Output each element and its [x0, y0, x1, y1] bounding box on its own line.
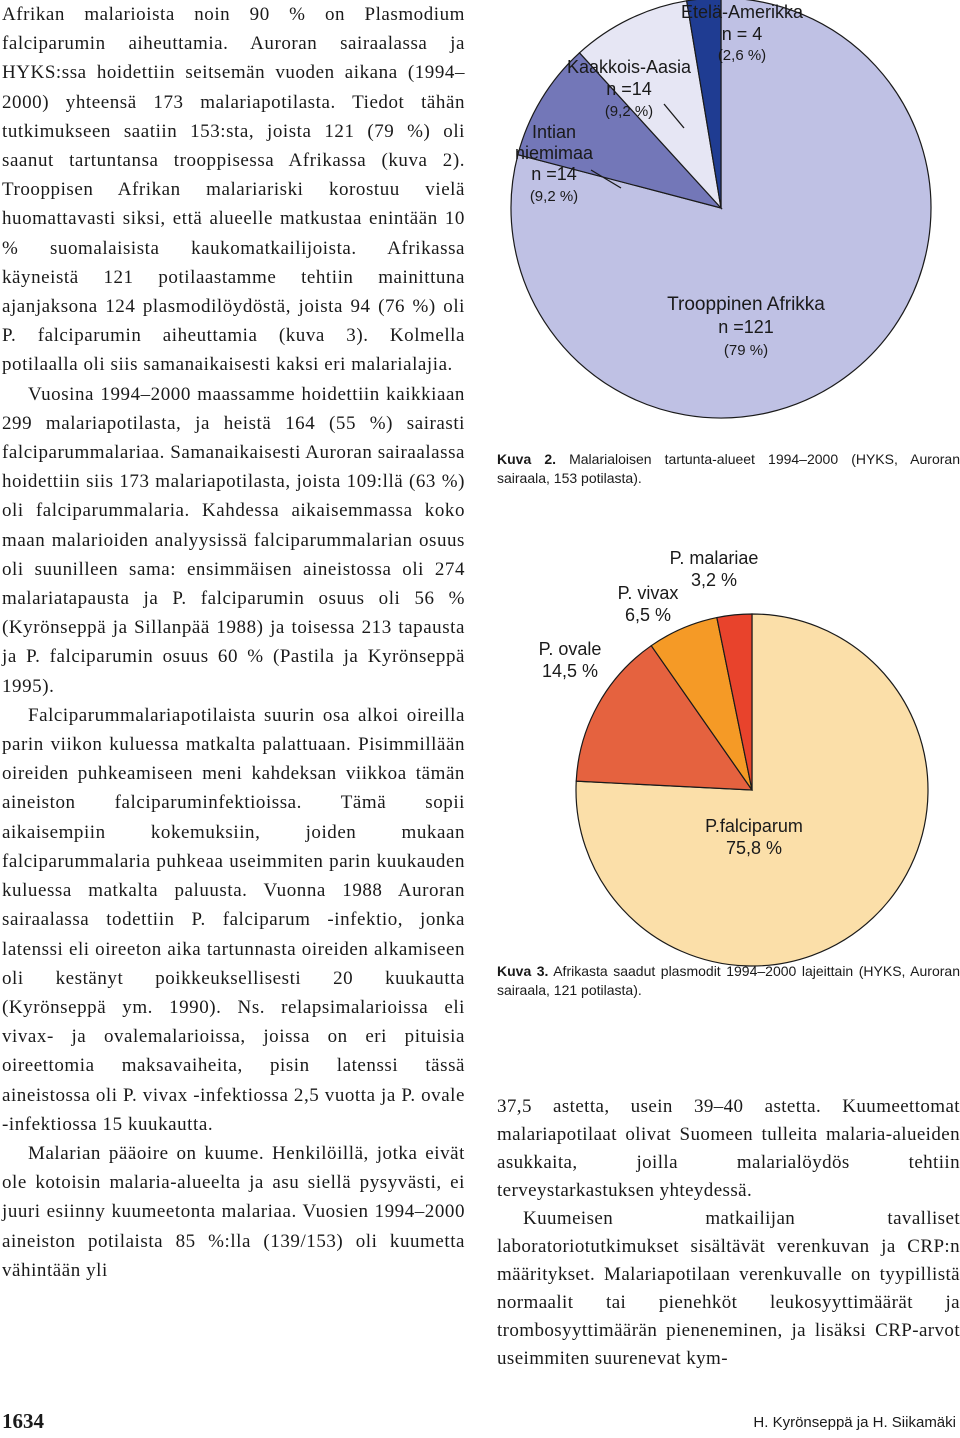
- slice-value: 6,5 %: [624, 605, 672, 625]
- slice-count: n =121: [718, 317, 774, 337]
- plasmodium-pie-chart: [496, 540, 960, 960]
- slice-value: 3,2 %: [690, 570, 738, 590]
- slice-label: Trooppinen Afrikka: [667, 294, 825, 315]
- page-number: 1634: [2, 1409, 44, 1433]
- slice-value: 75,8 %: [725, 838, 783, 858]
- left-text-column: [2, 0, 465, 1285]
- slice-count: n = 4: [721, 24, 763, 44]
- slice-count: n =14: [606, 79, 652, 99]
- slice-count: n =14: [531, 164, 577, 184]
- paragraph: Malarian pääoire on kuume. Henkilöillä, jotka eivät ole kotoisin malaria-alueelta ja asu siellä pysyvästi, ei juuri esiinny kuumeetonta malariaa. Vuosien 1994–2000 aineiston potilaista 85 %:lla (139/153) oli kuumetta vähintään yli: [2, 1142, 465, 1281]
- slice-value: 14,5 %: [541, 661, 599, 681]
- slice-percent: (9,2 %): [529, 188, 579, 205]
- slice-label: Intian: [531, 122, 577, 142]
- slice-percent: (9,2 %): [604, 103, 654, 120]
- paragraph: Vuosina 1994–2000 maassamme hoidettiin kaikkiaan 299 malariapotilasta, ja heistä 164 (55 %) sairasti falciparummalariaa. Samanaikaisesti Auroran sairaalassa hoidettiin siis 173 malariapotilasta, joista 109:llä (63 %) oli falciparummalaria. Kahdessa aikaisemmassa koko maan malarioiden analyysissä falciparummalarian osuus oli suunilleen sama: ensimmäisen aineistossa oli 274 malariatapausta ja P. falciparumin osuus oli 56 % (Kyrönseppä ja Sillanpää 1988) ja toisessa 213 tapausta ja P. falciparumin osuus 60 % (Pastila ja Kyrönseppä 1995).: [2, 383, 465, 697]
- slice-label: P.falciparum: [705, 816, 803, 836]
- figure-2-caption: [497, 450, 960, 488]
- figure-3-caption: [497, 962, 960, 1000]
- slice-label: P. vivax: [617, 583, 679, 603]
- footer-authors: H. Kyrönseppä ja H. Siikamäki: [753, 1414, 956, 1431]
- caption-text: Afrikasta saadut plasmodit 1994–2000 lajeittain (HYKS, Auroran sairaala, 121 potilasta).: [497, 963, 960, 998]
- caption-text: Malarialoisen tartunta-alueet 1994–2000 (HYKS, Auroran sairaala, 153 potilasta).: [497, 451, 960, 486]
- slice-label: Etelä-Amerikka: [680, 2, 804, 22]
- paragraph: Kuumeisen matkailijan tavalliset laboratoriotutkimukset sisältävät verenkuvan ja CRP:n määritykset. Malariapotilaan verenkuvalle on tyypillistä normaalit tai pienehköt leukosyyttimäärät ja trombosyyttimäärän pieneneminen, ja lisäksi CRP-arvot useimmiten suurenevat kym-: [497, 1208, 960, 1369]
- slice-label: niemimaa: [514, 143, 594, 163]
- paragraph: Falciparummalariapotilaista suurin osa alkoi oireilla parin viikon kuluessa matkalta palattuaan. Pisimmillään oireiden puhkeamiseen meni kahdeksan viikkoa tämän aineiston falciparuminfektioissa. Tämä sopii aikaisempiin kokemuksiin, joiden mukaan falciparummalaria puhkeaa useimmiten parin kuukauden kuluessa matkalta paluusta. Vuonna 1988 Auroran sairaalassa todettiin P. falciparum -infektio, jonka latenssi eli oireeton aika tartunnasta oireiden alkamiseen oli kestänyt poikkeuksellisesti 20 kuukautta (Kyrönseppä ym. 1990). Ns. relapsimalarioissa eli vivax- ja ovalemalarioissa, joissa on eri pituisia oireettomia maksavaiheita, pisin latenssi tässä aineistossa oli P. vivax -infektiossa 2,5 vuotta ja P. ovale -infektiossa 15 kuukautta.: [2, 704, 465, 1135]
- caption-label: Kuva 2.: [497, 451, 556, 467]
- paragraph: Afrikan malarioista noin 90 % on Plasmodium falciparumin aiheuttamia. Auroran sairaalassa ja HYKS:ssa hoidettiin seitsemän vuoden aikana (1994–2000) yhteensä 173 malariapotilasta. Tiedot tähän tutkimukseen saatiin 153:sta, joista 121 (79 %) oli saanut tartuntansa trooppisessa Afrikassa (kuva 2). Trooppisen Afrikan malariariski korostuu vielä huomattavasti siksi, että alueelle matkustaa enintään 10 % suomalaisista kaukomatkailijoista. Afrikassa käyneistä 121 potilaastamme tehtiin mainittuna ajanjaksona 124 plasmodilöydöstä, joista 94 (76 %) oli P. falciparumin aiheuttamia (kuva 3). Kolmella potilaalla oli siis samanaikaisesti kaksi eri malarialajia.: [2, 4, 465, 376]
- paragraph: 37,5 astetta, usein 39–40 astetta. Kuumeettomat malariapotilaat olivat Suomeen tulleita malaria-alueiden asukkaita, joilla malarialöydös tehtiin terveystarkastuksen yhteydessä.: [497, 1096, 960, 1201]
- right-text-column: [497, 1093, 960, 1373]
- slice-percent: (2,6 %): [717, 47, 767, 64]
- slice-percent: (79 %): [723, 342, 769, 359]
- slice-label: Kaakkois-Aasia: [566, 57, 692, 77]
- slice-label: P. ovale: [538, 639, 602, 659]
- caption-label: Kuva 3.: [497, 963, 549, 979]
- region-pie-chart: [496, 0, 960, 440]
- slice-label: P. malariae: [669, 548, 759, 568]
